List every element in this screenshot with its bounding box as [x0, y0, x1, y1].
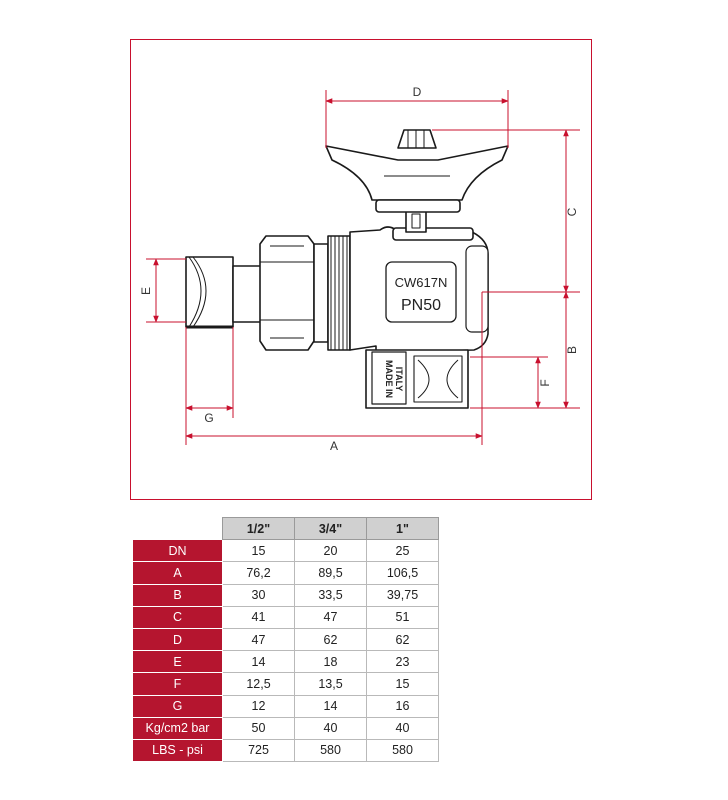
table-row: [133, 606, 439, 628]
handle-cap-nut: [398, 130, 436, 148]
dimensions-spec-table: [132, 517, 439, 762]
dimension-a-label: A: [329, 439, 339, 453]
pressure-marking: PN50: [400, 297, 442, 314]
row-header: G: [133, 695, 223, 717]
origin-marking-line2: ITALY: [394, 366, 404, 392]
row-header: DN: [133, 540, 223, 562]
row-header: A: [133, 562, 223, 584]
table-cell: 51: [367, 606, 439, 628]
column-header-size: 1": [367, 518, 439, 540]
table-cell: 39,75: [367, 584, 439, 606]
table-cell: 15: [223, 540, 295, 562]
table-cell: 23: [367, 651, 439, 673]
table-cell: 25: [367, 540, 439, 562]
table-cell: 30: [223, 584, 295, 606]
dimension-d-label: D: [412, 85, 422, 99]
table-cell: 16: [367, 695, 439, 717]
table-cell: 40: [295, 717, 367, 739]
table-cell: 12,5: [223, 673, 295, 695]
table-row: [133, 540, 439, 562]
table-cell: 62: [295, 628, 367, 650]
table-row: [133, 584, 439, 606]
table-cell: 76,2: [223, 562, 295, 584]
row-header: B: [133, 584, 223, 606]
union-nut: [260, 236, 314, 350]
dimension-b-label: B: [565, 345, 579, 355]
row-header: D: [133, 628, 223, 650]
table-row: [133, 739, 439, 761]
column-header-size: 1/2": [223, 518, 295, 540]
table-cell: 18: [295, 651, 367, 673]
table-cell: 47: [295, 606, 367, 628]
table-cell: 580: [367, 739, 439, 761]
table-cell: 47: [223, 628, 295, 650]
row-header: F: [133, 673, 223, 695]
table-header-row: [133, 518, 439, 540]
column-header-size: 3/4": [295, 518, 367, 540]
table-cell: 725: [223, 739, 295, 761]
table-cell: 33,5: [295, 584, 367, 606]
table-cell: 12: [223, 695, 295, 717]
table-cell: 106,5: [367, 562, 439, 584]
origin-marking-line1: MADE IN: [384, 360, 394, 398]
material-marking: CW617N: [394, 275, 448, 290]
row-header: Kg/cm2 bar: [133, 717, 223, 739]
table-row: [133, 695, 439, 717]
dimension-f-label: F: [538, 379, 552, 387]
table-cell: 20: [295, 540, 367, 562]
dimension-c-label: C: [565, 207, 579, 217]
row-header: C: [133, 606, 223, 628]
row-header: LBS - psi: [133, 739, 223, 761]
table-cell: 13,5: [295, 673, 367, 695]
table-cell: 62: [367, 628, 439, 650]
table-row: [133, 562, 439, 584]
threaded-end-left: [186, 257, 233, 327]
table-row: [133, 651, 439, 673]
table-cell: 41: [223, 606, 295, 628]
butterfly-handle: [326, 146, 508, 200]
table-cell: 89,5: [295, 562, 367, 584]
table-cell: 50: [223, 717, 295, 739]
row-header: E: [133, 651, 223, 673]
table-corner-cell: [133, 518, 223, 540]
table-row: [133, 717, 439, 739]
table-row: [133, 628, 439, 650]
table-cell: 15: [367, 673, 439, 695]
table-cell: 40: [367, 717, 439, 739]
table-cell: 14: [295, 695, 367, 717]
table-row: [133, 673, 439, 695]
dimension-g-label: G: [204, 411, 214, 425]
table-cell: 580: [295, 739, 367, 761]
dimension-e-label: E: [139, 286, 153, 296]
valve-body-drawing: [186, 130, 508, 408]
table-cell: 14: [223, 651, 295, 673]
